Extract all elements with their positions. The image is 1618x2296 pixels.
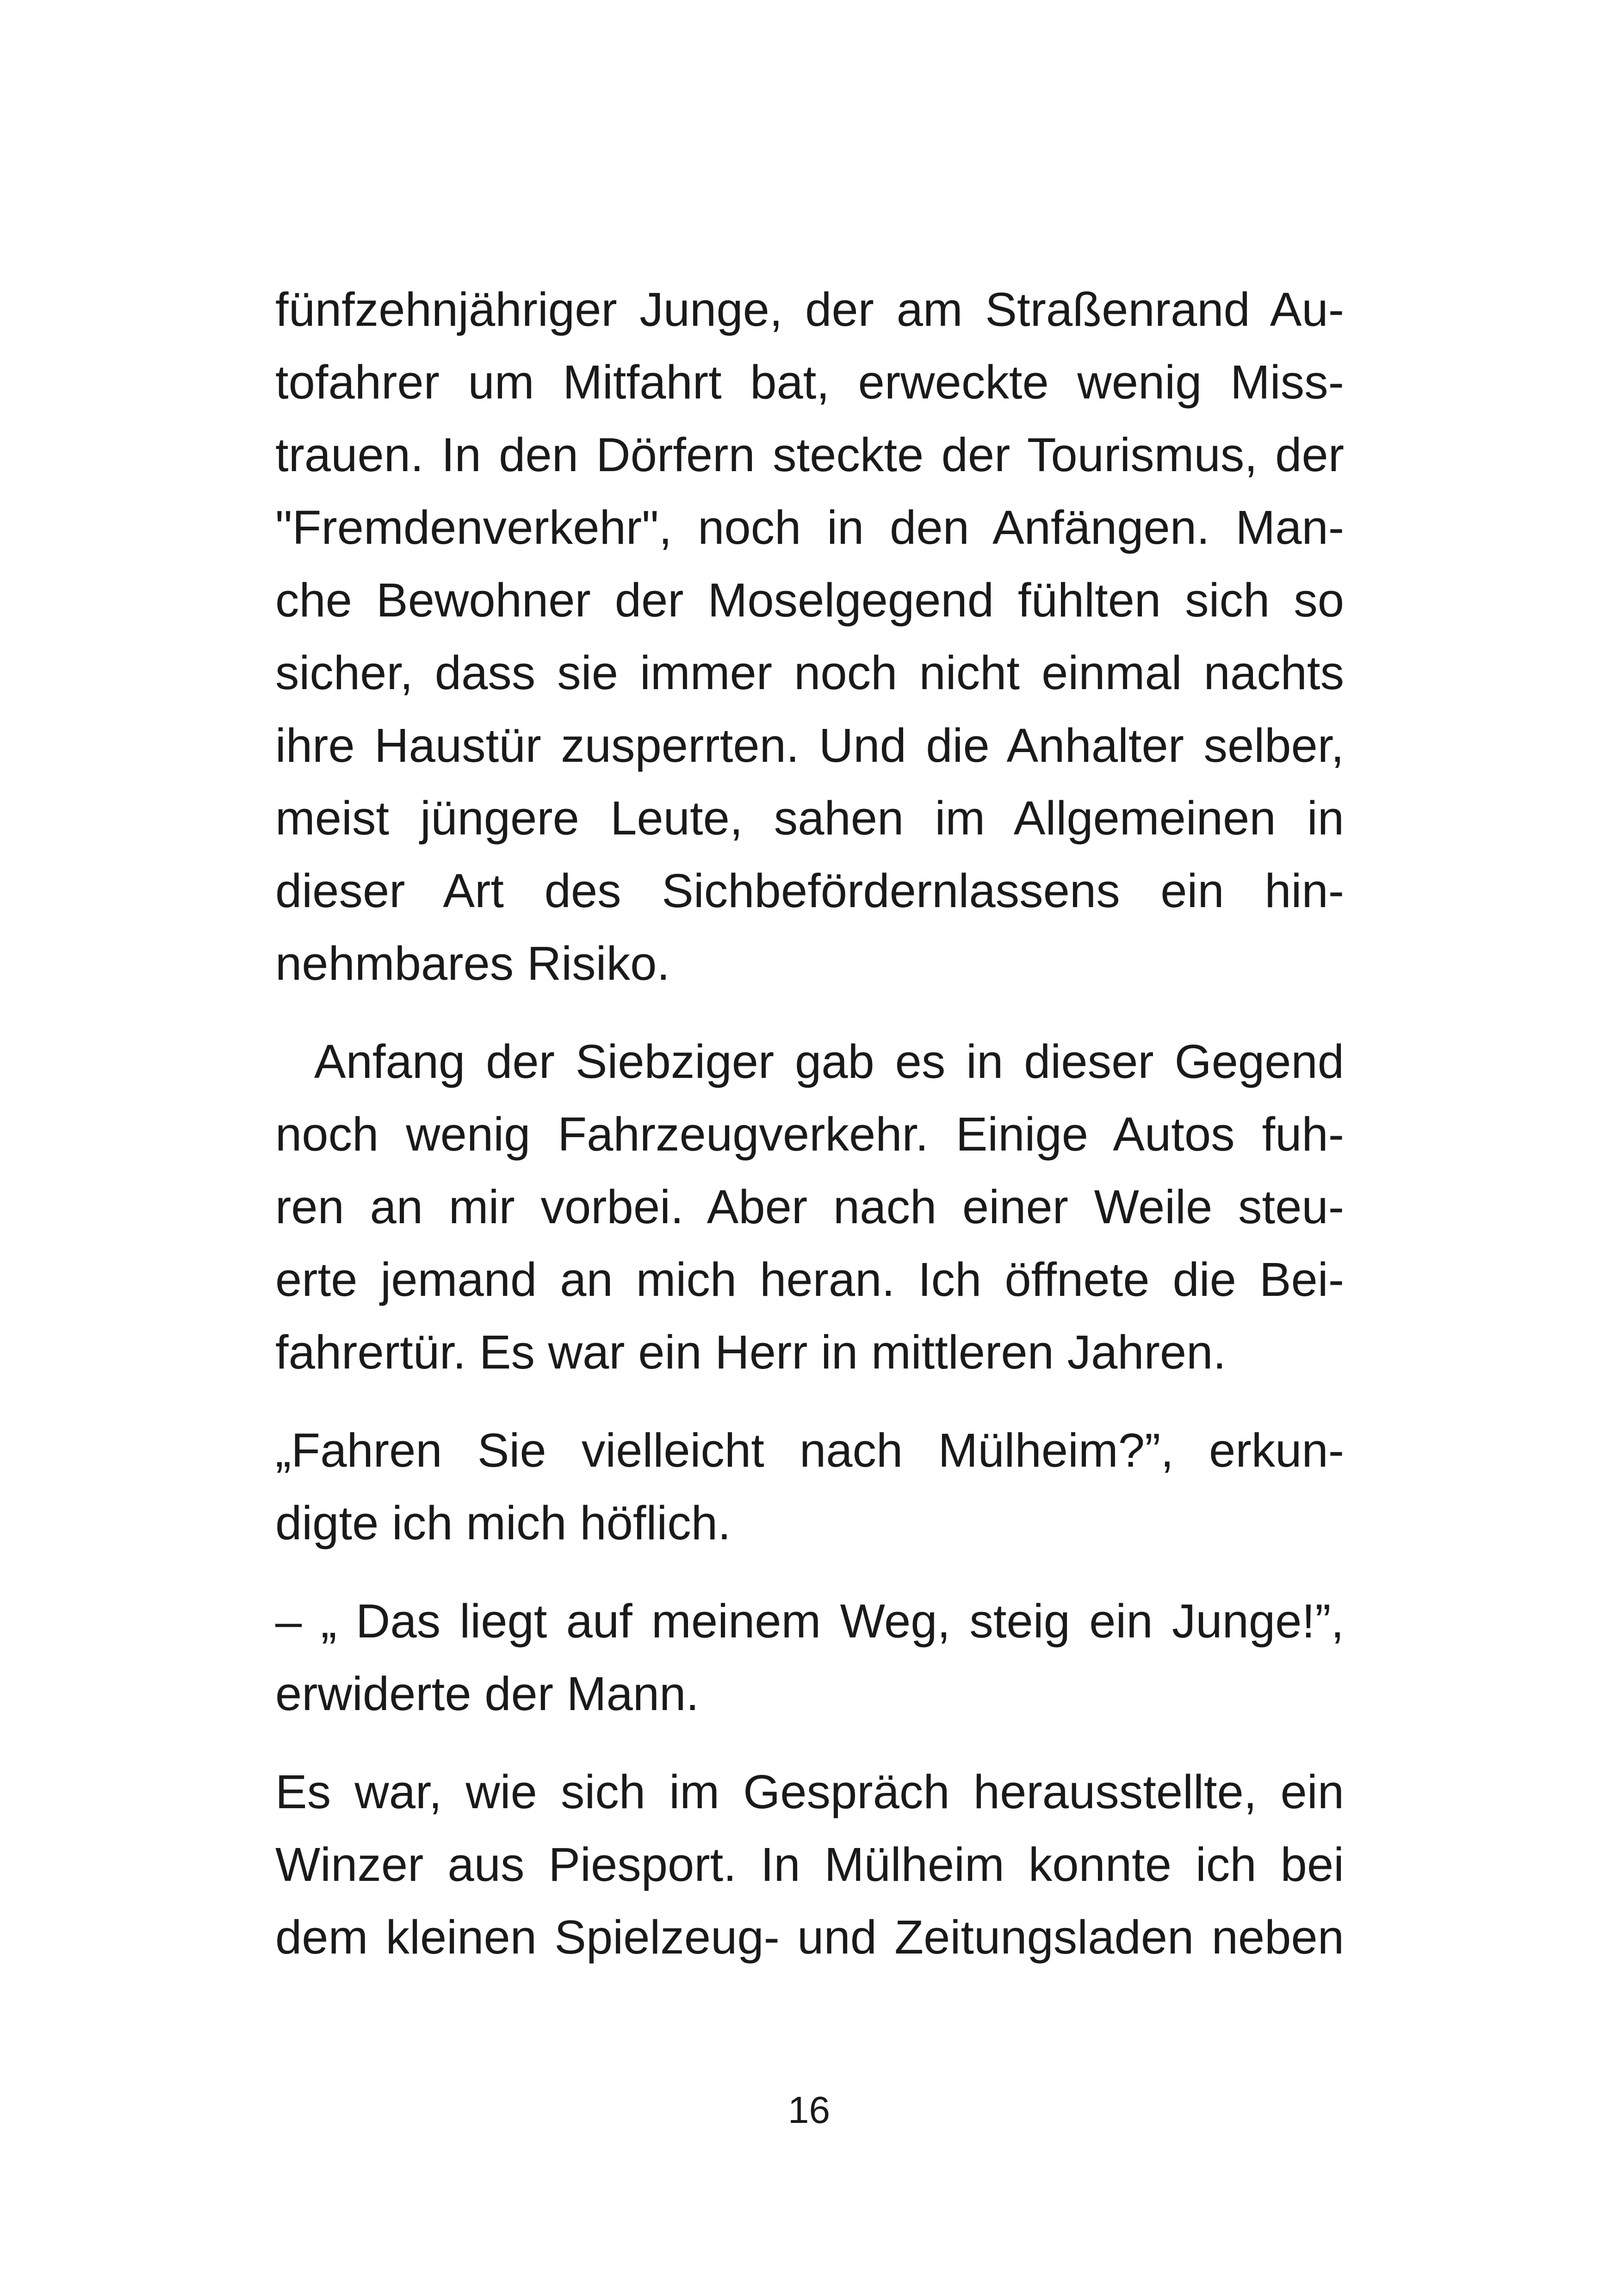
text-line: Es war, wie sich im Gespräch herausstellte, ein	[275, 1765, 1344, 1818]
text-line: Anfang der Siebziger gab es in dieser Gegend	[275, 1035, 1344, 1088]
text-line: tofahrer um Mitfahrt bat, erweckte wenig Miss-	[275, 355, 1344, 409]
text-line: che Bewohner der Moselgegend fühlten sich so	[275, 573, 1344, 627]
text-line: trauen. In den Dörfern steckte der Tourismus, der	[275, 428, 1344, 481]
text-line: fünfzehnjähriger Junge, der am Straßenrand Au-	[275, 283, 1344, 336]
text-line: erte jemand an mich heran. Ich öffnete die Bei-	[275, 1253, 1344, 1306]
text-line: digte ich mich höflich.	[275, 1496, 731, 1549]
text-line: erwiderte der Mann.	[275, 1667, 699, 1720]
body-text	[275, 273, 1344, 1973]
text-line: dem kleinen Spielzeug- und Zeitungsladen neben	[275, 1910, 1344, 1964]
page-number: 16	[787, 2089, 831, 2131]
paragraph-2	[275, 1025, 1344, 1388]
text-line: ren an mir vorbei. Aber nach einer Weile steu-	[275, 1180, 1344, 1233]
text-line: Winzer aus Piesport. In Mülheim konnte ich bei	[275, 1838, 1344, 1891]
text-line: "Fremdenverkehr", noch in den Anfängen. Man-	[275, 501, 1344, 554]
text-line: fahrertür. Es war ein Herr in mittleren Jahren.	[275, 1325, 1227, 1379]
text-line: meist jüngere Leute, sahen im Allgemeinen in	[275, 791, 1344, 845]
paragraph-3	[275, 1414, 1344, 1559]
paragraph-1	[275, 273, 1344, 1000]
text-line: – „ Das liegt auf meinem Weg, steig ein Junge!”,	[275, 1594, 1344, 1648]
text-line: ihre Haustür zusperrten. Und die Anhalter selber,	[275, 719, 1344, 772]
text-line: dieser Art des Sichbefördernlassens ein hin-	[275, 864, 1344, 917]
paragraph-5	[275, 1755, 1344, 1973]
paragraph-4	[275, 1585, 1344, 1730]
text-line: nehmbares Risiko.	[275, 937, 670, 990]
text-line: „Fahren Sie vielleicht nach Mülheim?”, erkun-	[275, 1424, 1344, 1477]
text-line: sicher, dass sie immer noch nicht einmal nachts	[275, 646, 1344, 699]
text-line: noch wenig Fahrzeugverkehr. Einige Autos fuh-	[275, 1108, 1344, 1161]
